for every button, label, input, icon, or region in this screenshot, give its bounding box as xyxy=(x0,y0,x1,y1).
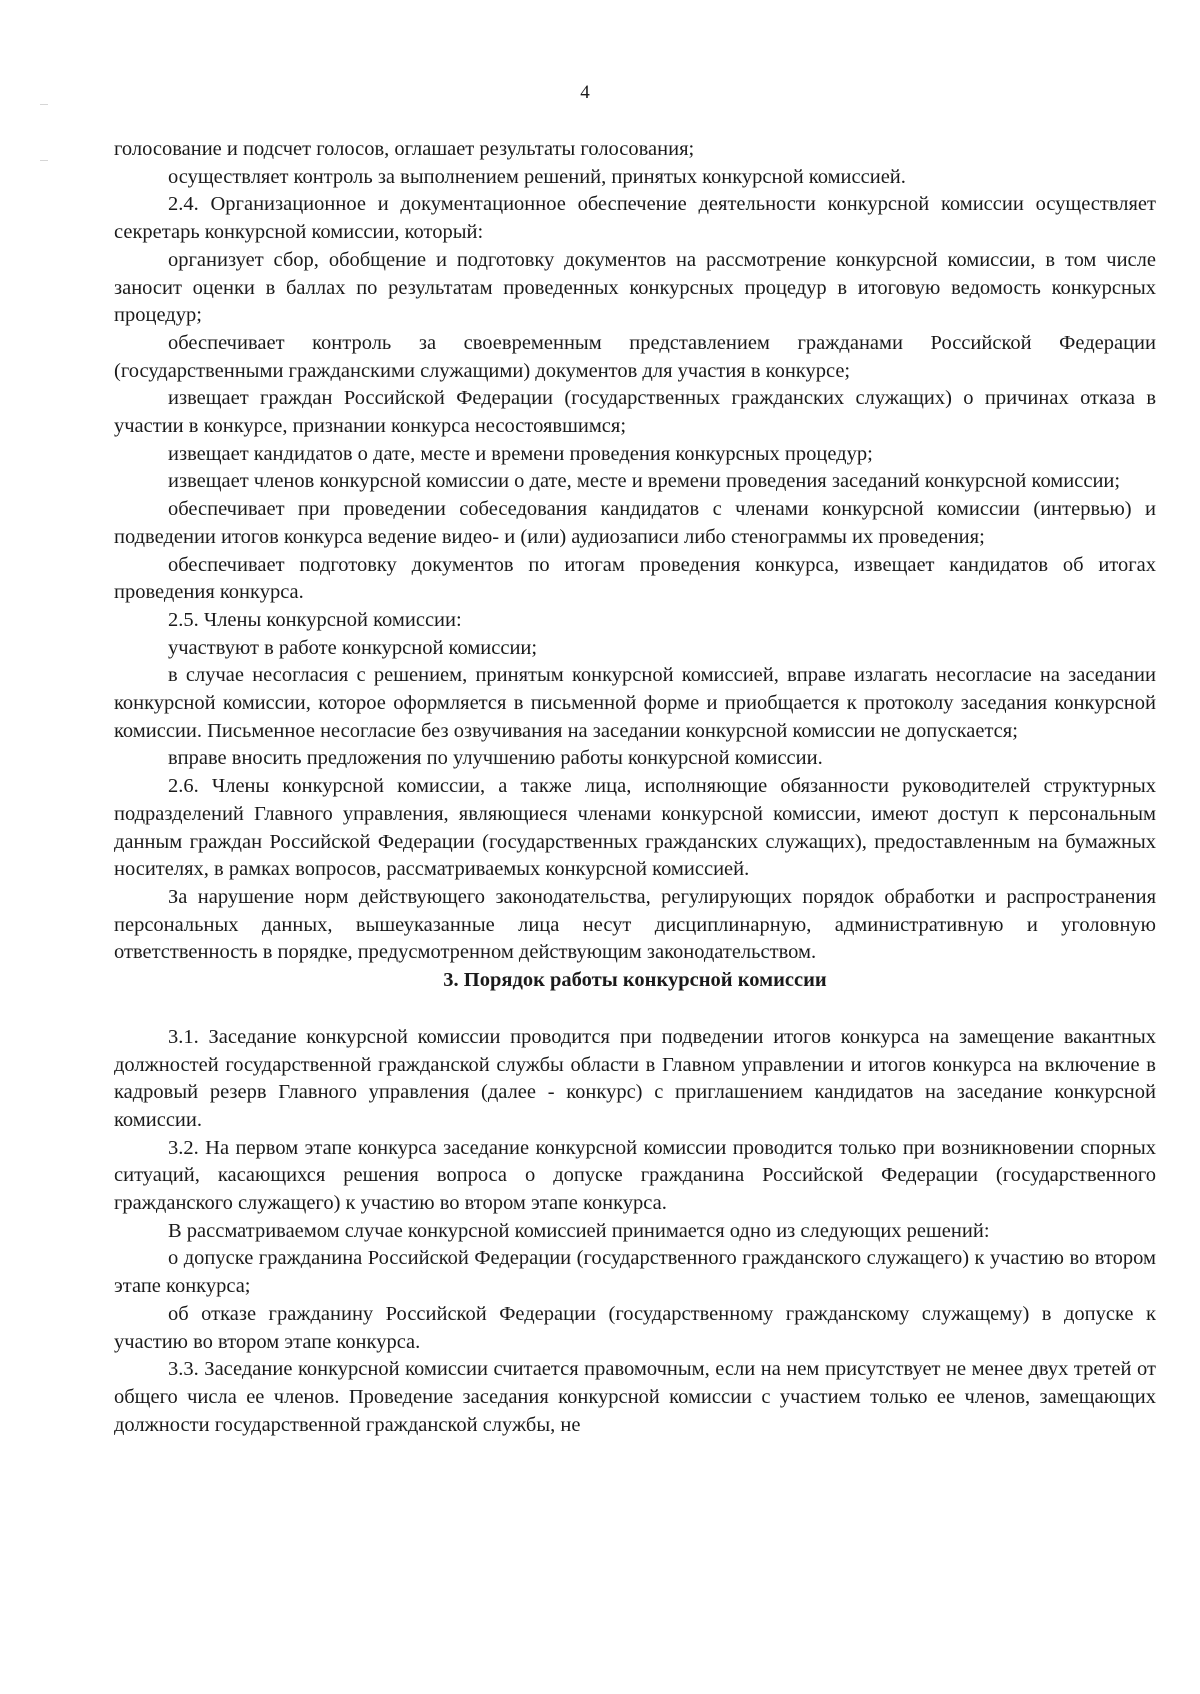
paragraph: обеспечивает подготовку документов по итогам проведения конкурса, извещает кандидатов об итогах проведения конкурса. xyxy=(114,553,1156,604)
scan-artifact-mark xyxy=(40,104,48,105)
paragraph: 2.6. Члены конкурсной комиссии, а также лица, исполняющие обязанности руководителей структурных подразделений Главного управления, являющиеся членами конкурсной комиссии, имеют доступ к персональным данным граждан Российской Федерации (государственных гражданских служащих), предоставленным на бумажных носителях, в рамках вопросов, рассматриваемых конкурсной комиссией. xyxy=(114,775,1156,881)
page-number: 4 xyxy=(580,82,590,103)
document-body xyxy=(114,136,1156,1439)
paragraph: о допуске гражданина Российской Федерации (государственного гражданского служащего) к участию во втором этапе конкурса; xyxy=(114,1247,1156,1298)
paragraph: 2.4. Организационное и документационное обеспечение деятельности конкурсной комиссии осуществляет секретарь конкурсной комиссии, который: xyxy=(114,193,1156,244)
paragraph: осуществляет контроль за выполнением решений, принятых конкурсной комиссией. xyxy=(168,165,906,188)
paragraph: В рассматриваемом случае конкурсной комиссией принимается одно из следующих решений: xyxy=(168,1219,990,1242)
scan-artifact-mark xyxy=(40,160,48,161)
paragraph: участвуют в работе конкурсной комиссии; xyxy=(168,636,538,659)
paragraph: обеспечивает при проведении собеседования кандидатов с членами конкурсной комиссии (интервью) и подведении итогов конкурса ведение видео- и (или) аудиозаписи либо стенограммы их проведения; xyxy=(114,498,1156,548)
paragraph: 3.2. На первом этапе конкурса заседание конкурсной комиссии проводится только при возникновении спорных ситуаций, касающихся решения вопроса о допуске гражданина Российской Федерации (государственного гражданского служащего) к участию во втором этапе конкурса. xyxy=(114,1136,1156,1215)
paragraph: За нарушение норм действующего законодательства, регулирующих порядок обработки и распространения персональных данных, вышеуказанные лица несут дисциплинарную, административную и уголовную ответственность в порядке, предусмотренном действующим законодательством. xyxy=(114,885,1156,964)
paragraph: 3.3. Заседание конкурсной комиссии считается правомочным, если на нем присутствует не менее двух третей от общего числа ее членов. Проведение заседания конкурсной комиссии с участием только ее членов, замещающих должности государственной гражданской службы, не xyxy=(114,1358,1156,1436)
paragraph: извещает членов конкурсной комиссии о дате, месте и времени проведения заседаний конкурсной комиссии; xyxy=(168,470,1121,493)
paragraph: извещает кандидатов о дате, месте и времени проведения конкурсных процедур; xyxy=(168,442,873,465)
paragraph: об отказе гражданину Российской Федерации (государственному гражданскому служащему) в допуске к участию во втором этапе конкурса. xyxy=(114,1302,1156,1353)
paragraph: обеспечивает контроль за своевременным представлением гражданами Российской Федерации (государственными гражданскими служащими) документов для участия в конкурсе; xyxy=(114,331,1156,382)
section-heading: 3. Порядок работы конкурсной комиссии xyxy=(443,969,827,992)
paragraph: организует сбор, обобщение и подготовку документов на рассмотрение конкурсной комиссии, в том числе заносит оценки в баллах по результатам проведенных конкурсных процедур в итоговую ведомость конкурсных процедур; xyxy=(114,248,1156,327)
paragraph: вправе вносить предложения по улучшению работы конкурсной комиссии. xyxy=(168,747,823,770)
paragraph: 3.1. Заседание конкурсной комиссии проводится при подведении итогов конкурса на замещение вакантных должностей государственной гражданской службы области в Главном управлении и итогов конкурса на включение в кадровый резерв Главного управления (далее - конкурс) с приглашением кандидатов на заседание конкурсной комиссии. xyxy=(114,1025,1156,1131)
paragraph: 2.5. Члены конкурсной комиссии: xyxy=(168,608,462,631)
paragraph: извещает граждан Российской Федерации (государственных гражданских служащих) о причинах отказа в участии в конкурсе, признании конкурса несостоявшимся; xyxy=(114,387,1156,438)
paragraph: в случае несогласия с решением, принятым конкурсной комиссией, вправе излагать несогласие на заседании конкурсной комиссии, которое оформляется в письменной форме и приобщается к протоколу заседания конкурсной комиссии. Письменное несогласие без озвучивания на заседании конкурсной комиссии не допускается; xyxy=(114,664,1156,742)
paragraph: голосование и подсчет голосов, оглашает результаты голосования; xyxy=(114,138,695,160)
